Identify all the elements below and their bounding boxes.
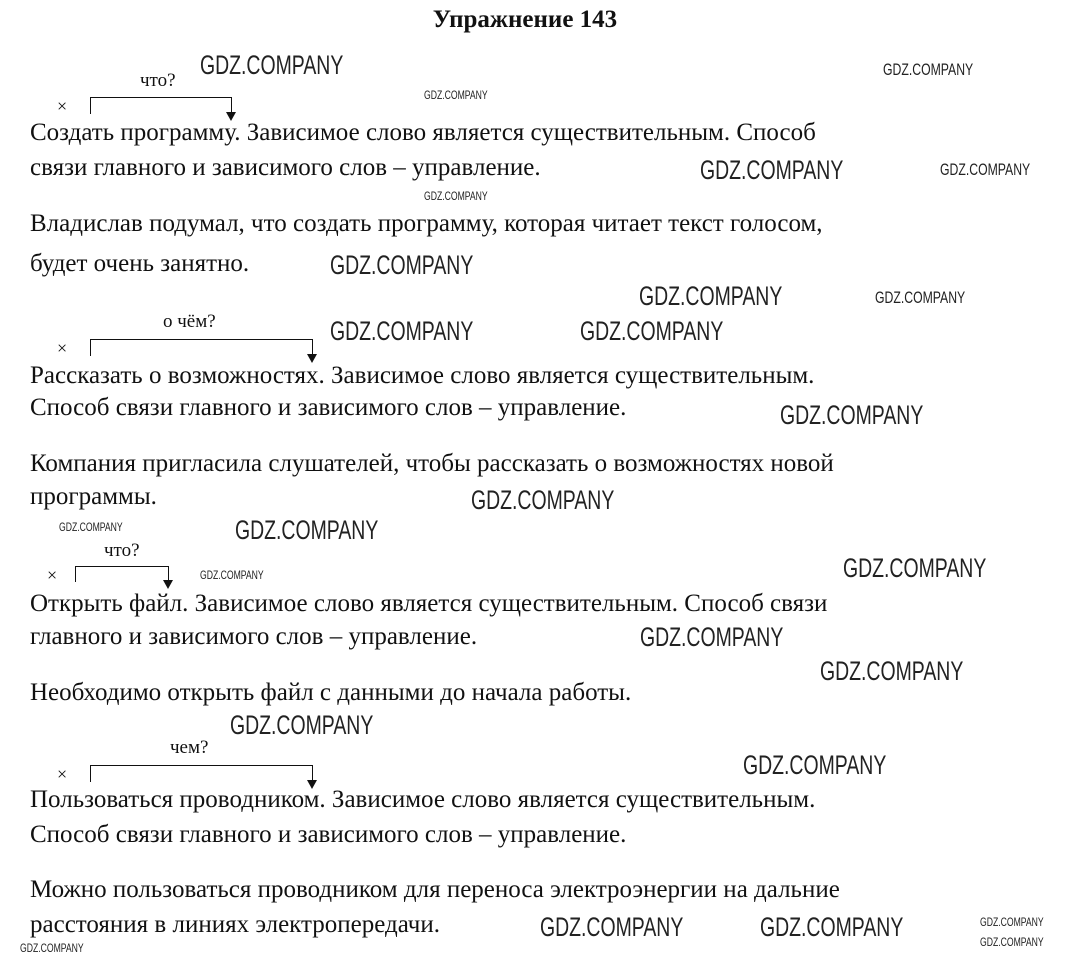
example-sentence: Владислав подумал, что создать программу, которая читает текст голосом, bbox=[30, 210, 823, 237]
cross-mark: × bbox=[57, 96, 68, 116]
watermark: GDZ.COMPANY bbox=[200, 50, 344, 80]
watermark: GDZ.COMPANY bbox=[883, 60, 974, 79]
watermark: GDZ.COMPANY bbox=[330, 316, 474, 346]
watermark: GDZ.COMPANY bbox=[875, 288, 966, 307]
watermark: GDZ.COMPANY bbox=[820, 656, 964, 686]
watermark: GDZ.COMPANY bbox=[235, 515, 379, 545]
watermark: GDZ.COMPANY bbox=[471, 485, 615, 515]
watermark: GDZ.COMPANY bbox=[424, 189, 488, 203]
explanation-line: Способ связи главного и зависимого слов – управление. bbox=[30, 821, 627, 848]
watermark: GDZ.COMPANY bbox=[743, 750, 887, 780]
explanation-line: связи главного и зависимого слов – управление. bbox=[30, 154, 541, 181]
watermark: GDZ.COMPANY bbox=[639, 281, 783, 311]
dependency-bracket bbox=[90, 339, 313, 356]
explanation-line: Создать программу. Зависимое слово является существительным. Способ bbox=[30, 119, 816, 146]
watermark: GDZ.COMPANY bbox=[330, 250, 474, 280]
question-label: чем? bbox=[170, 737, 209, 758]
example-sentence: Компания пригласила слушателей, чтобы рассказать о возможностях новой bbox=[30, 450, 834, 477]
watermark: GDZ.COMPANY bbox=[940, 160, 1031, 179]
question-label: о чём? bbox=[163, 311, 216, 332]
explanation-line: Рассказать о возможностях. Зависимое слово является существительным. bbox=[30, 362, 815, 389]
watermark: GDZ.COMPANY bbox=[980, 915, 1044, 929]
watermark: GDZ.COMPANY bbox=[230, 710, 374, 740]
watermark: GDZ.COMPANY bbox=[780, 400, 924, 430]
cross-mark: × bbox=[57, 338, 68, 358]
arrow-down-icon bbox=[163, 580, 173, 589]
watermark: GDZ.COMPANY bbox=[843, 553, 987, 583]
exercise-title: Упражнение 143 bbox=[432, 6, 618, 33]
watermark: GDZ.COMPANY bbox=[980, 935, 1044, 949]
dependency-bracket bbox=[90, 97, 232, 114]
dependency-bracket bbox=[90, 765, 313, 782]
example-sentence: Можно пользоваться проводником для переноса электроэнергии на дальние bbox=[30, 876, 840, 903]
watermark: GDZ.COMPANY bbox=[59, 520, 123, 534]
example-sentence: расстояния в линиях электропередачи. bbox=[30, 911, 440, 938]
explanation-line: Способ связи главного и зависимого слов – управление. bbox=[30, 394, 627, 421]
cross-mark: × bbox=[47, 565, 58, 585]
watermark: GDZ.COMPANY bbox=[200, 568, 264, 582]
watermark: GDZ.COMPANY bbox=[580, 316, 724, 346]
watermark: GDZ.COMPANY bbox=[424, 88, 488, 102]
explanation-line: главного и зависимого слов – управление. bbox=[30, 623, 478, 650]
explanation-line: Открыть файл. Зависимое слово является существительным. Способ связи bbox=[30, 590, 828, 617]
explanation-line: Пользоваться проводником. Зависимое слово является существительным. bbox=[30, 786, 816, 813]
watermark: GDZ.COMPANY bbox=[760, 912, 904, 942]
example-sentence: Необходимо открыть файл с данными до начала работы. bbox=[30, 679, 632, 706]
dependency-bracket bbox=[75, 566, 169, 582]
question-label: что? bbox=[104, 540, 140, 561]
watermark: GDZ.COMPANY bbox=[640, 622, 784, 652]
example-sentence: будет очень занятно. bbox=[30, 250, 250, 277]
cross-mark: × bbox=[57, 764, 68, 784]
example-sentence: программы. bbox=[30, 483, 157, 510]
watermark: GDZ.COMPANY bbox=[700, 155, 844, 185]
watermark: GDZ.COMPANY bbox=[540, 912, 684, 942]
question-label: что? bbox=[140, 70, 176, 91]
watermark: GDZ.COMPANY bbox=[20, 941, 84, 955]
